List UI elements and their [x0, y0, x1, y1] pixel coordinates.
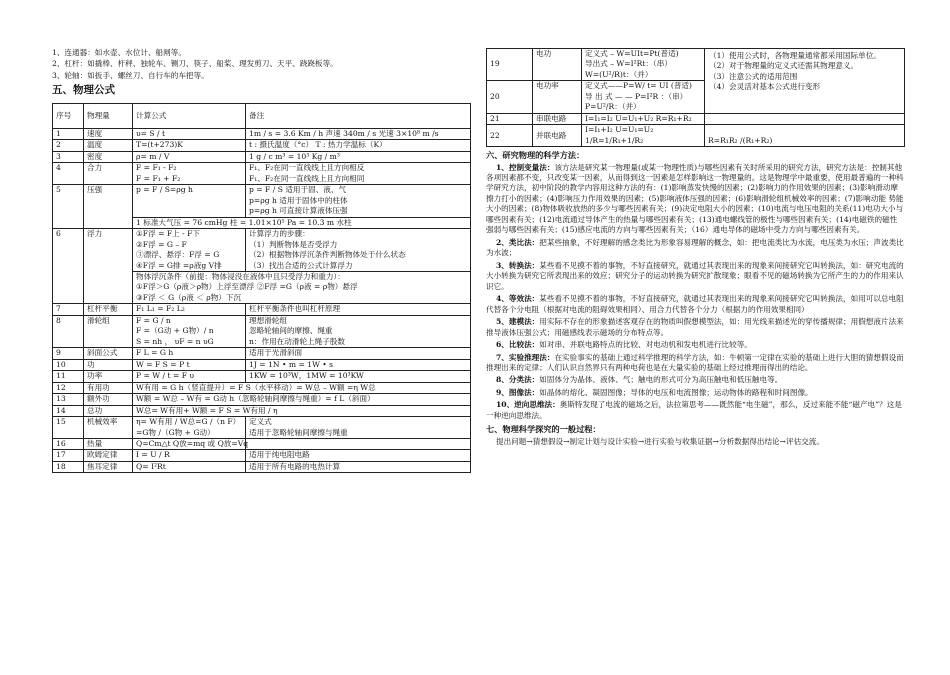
formula-cell	[133, 151, 246, 162]
formula-cell	[133, 315, 246, 347]
cell-line: n：作用在动滑轮上绳子股数	[249, 336, 346, 346]
cell-line: 忽略轮轴间的摩擦、绳重	[249, 326, 333, 336]
cell-line: F = F₁ + F₂	[136, 173, 181, 183]
row-number: 5	[53, 185, 84, 229]
row-number: 1	[53, 128, 84, 139]
quantity-name: 机械效率	[84, 417, 133, 439]
method-label: 4、等效法：	[496, 294, 540, 304]
row-number: 14	[53, 405, 84, 416]
row-number: 2	[53, 140, 84, 151]
method-item	[486, 375, 904, 385]
note-cell	[705, 113, 905, 124]
formula-cell	[133, 417, 246, 439]
note-line: （2）对于物理量的定义式还需其物理意义。	[709, 61, 859, 71]
note-cell	[246, 348, 471, 359]
section-title: 七、物理科学探究的一般过程：	[486, 424, 601, 435]
cell-line: F₁、F₂在同一直线线上且方向相同	[249, 173, 365, 183]
formula-cell	[133, 450, 246, 461]
table-row	[53, 382, 471, 393]
row-number: 4	[53, 163, 84, 185]
quantity-name: 总功	[84, 405, 133, 416]
formula-cell	[133, 439, 249, 450]
formula-cell	[582, 113, 705, 124]
quantity-name: 斜面公式	[84, 348, 133, 359]
method-label: 2、类比法：	[496, 237, 540, 247]
method-item	[486, 340, 904, 350]
cell-line: T=(t+273)K	[136, 140, 183, 150]
note-cell	[246, 359, 471, 370]
method-label: 3、转换法：	[496, 260, 540, 270]
cell-line: F = G / n	[136, 315, 171, 325]
table-row	[53, 439, 471, 450]
row-number: 11	[53, 371, 84, 382]
method-label: 5、建模法：	[496, 317, 540, 327]
table-row	[53, 359, 471, 370]
table-row	[53, 185, 471, 217]
cell-line: （2）根据物体浮沉条件判断物体处于什么状态	[249, 250, 406, 260]
cell-line: 1m / s = 3.6 Km / h 声速 340m / s 光速 3×10⁸ m /s	[249, 128, 439, 138]
formula-cell	[133, 304, 246, 315]
note-cell	[705, 49, 905, 114]
formula-cell	[582, 81, 705, 113]
row-number: 19	[487, 49, 533, 81]
formula-cell	[133, 371, 246, 382]
cell-line: Q= I²Rt	[136, 461, 166, 471]
cell-line: 1 g / c m³ = 10³ Kg / m³	[249, 151, 340, 161]
cell-line: ③F浮 ＜ G（ρ液 ＜ ρ物）下沉	[136, 292, 242, 302]
cell-line: W = F S = P t	[136, 359, 190, 369]
cell-line: =G物 /（G物 + G动）	[136, 427, 215, 437]
table-row	[487, 49, 905, 81]
cell-line: 适用于纯电阻电路	[249, 450, 310, 460]
cell-line	[136, 196, 242, 206]
table-row	[53, 151, 471, 162]
cell-line: 1/R=1/R₁+1/R₂	[585, 135, 644, 145]
cell-line: F =（G动 + G物）/ n	[136, 326, 214, 336]
note-line: （1）使用公式时，各物理量通常都采用国际单位。	[709, 51, 881, 60]
cell-line: ③漂浮、悬浮：F浮 = G	[136, 250, 220, 260]
quantity-name: 串联电路	[533, 113, 582, 124]
quantity-name: 焦耳定律	[84, 461, 133, 472]
table-row	[53, 304, 471, 315]
methods-section	[486, 150, 904, 447]
row-number: 22	[487, 125, 533, 147]
cell-line: ④F浮 = G排 =ρ液g V排	[136, 260, 222, 270]
row-number: 7	[53, 304, 84, 315]
cell-line: p=ρg h 适用于固体中的柱体	[249, 195, 348, 205]
table-row	[487, 125, 905, 147]
method-text: 在实验事实的基础上通过科学推理的科学方法，如：牛顿第一定律在实验的基础上进行大胆的猜想假设而推理出来的定律；人们认识自然界只有两种电荷也是在大量实验的基础上经过推理而得出的结论。	[486, 352, 904, 372]
table-row	[53, 163, 471, 185]
table-row	[487, 113, 905, 124]
note-cell	[246, 450, 471, 461]
quantity-name: 额外功	[84, 394, 133, 405]
cell-line: ρ= m / V	[136, 151, 170, 161]
method-item	[486, 238, 904, 259]
left-column	[52, 48, 470, 473]
table-row	[53, 417, 471, 439]
formula-cell	[133, 359, 246, 370]
row-number: 12	[53, 382, 84, 393]
cell-line: S = nh ， υF = n υG	[136, 336, 214, 346]
method-item	[486, 261, 904, 292]
method-text: 如固体分为晶体、液体、气；触电的形式可分为高压触电和低压触电等。	[539, 375, 783, 385]
row-number: 13	[53, 394, 84, 405]
intro-item: 2、杠杆：如撬棒、杆秤、独轮车、铡刀、筷子、船桨、理发剪刀、天平、跷跷板等。	[52, 59, 338, 69]
formula-cell	[133, 382, 471, 393]
method-item	[486, 388, 904, 398]
method-text: 某些看不见摸不着的事物，不好直接研究，就通过其表现出来的现象来间接研究它叫转换法，如用可以总电阻代替各个分电阻（根据对电流的阻碍效果相同）、用合力代替各个分力（根据力的作用效果相同）	[486, 294, 904, 314]
note-line: （4）会灵活对基本公式进行变形	[709, 82, 821, 92]
method-text: 某些看不见摸不着的事物，不好直接研究，就通过其表现出来的现象来间接研究它叫转换法，如：研究电流的大小转换为研究它所表现出来的效应；研究分子的运动转换为研究扩散现象；眼看不见的磁场转换为它所产生的力的作用来认识它。	[486, 260, 904, 291]
note-cell	[246, 371, 471, 382]
table-header-row	[53, 103, 471, 128]
table-row	[53, 315, 471, 347]
cell-line: W=(U²/R)t：（并）	[585, 69, 653, 79]
process-text: 提出问题→猜想假设→制定计划与设计实验→进行实验与收集证据→分析数据得出结论→评估交流。	[496, 436, 824, 446]
note-line: （3）注意公式的适用范围	[709, 71, 798, 81]
note-cell	[246, 439, 471, 450]
cell-line: 定义式 – W=UIt=Pt(普适)	[585, 49, 679, 58]
cell-line: P = W / t = F υ	[136, 371, 195, 381]
note-cell	[246, 140, 471, 151]
cell-line: 1 标准大气压 = 76 cmHg 柱 = 1.01×10⁵ Pa = 10.3 m 水柱	[136, 217, 352, 227]
row-number: 9	[53, 348, 84, 359]
cell-line: 定义式	[249, 417, 272, 427]
formula-cell	[133, 394, 471, 405]
cell-line: 适用于光滑斜面	[249, 348, 303, 358]
method-text: 该方法是研究某一物理量(或某一物理性质)与哪些因素有关时所采用的研究方法，研究方法是：控制其他各项因素都不变，只改变某一因素，从而得到这一因素是怎样影响这一物理量的。这是物理学中最重要，使用最普遍的一种科学研究方法，初中阶段的教学内容用这种方法的有：(1)影响蒸发快慢的因素；(2)影响力的作用效果的因素；(3)影响滑动摩擦力打小的因素；(4)影响压力作用效果的因素；(5)影响液体压强的因素；(6)影响滑轮组机械效率的因素；(7)影响动能 势能大小的因素；(8)物体吸收放热的多少与哪些因素有关；(9)决定电阻大小的因素；(10)电流与电压电阻的关系(11)电功大小与哪些因素有关；(12)电流通过导体产生的热量与哪些因素有关；(13)通电螺线管的极性与哪些因素有关；(14)电磁铁的磁性强弱与哪些因素有关；(15)感应电流的方向与哪些因素有关；（16）通电导体的磁场中受力方向与哪些因素有关。	[486, 162, 904, 235]
right-column	[486, 48, 904, 447]
cell-line: I = U / R	[136, 450, 170, 460]
note-cell	[246, 163, 471, 185]
table-row	[53, 348, 471, 359]
quantity-name: 滑轮组	[84, 315, 133, 347]
cell-line: W额 = W总 – W有 = G动 h（忽略轮轴间摩擦与绳重）= f L（斜面）	[136, 394, 375, 404]
cell-line: υ= S / t	[136, 128, 166, 138]
intro-list	[52, 48, 470, 81]
table-row	[53, 128, 471, 139]
method-text: 如晶体的熔化、凝固图像；导体的电压和电流图像；运动物体的路程和时间图像。	[539, 387, 813, 397]
quantity-name: 热量	[84, 439, 133, 450]
row-number: 3	[53, 151, 84, 162]
row-number: 10	[53, 359, 84, 370]
method-item	[486, 400, 904, 421]
method-text: 把某些抽象，不好理解的感念类比为形象容易理解的概念，如：把电流类比为水流，电压类为水压；声波类比为水波；	[486, 237, 904, 258]
quantity-name: 功率	[84, 371, 133, 382]
note-cell	[246, 304, 471, 315]
method-item	[486, 353, 904, 374]
cell-line: ①F浮＞G（ρ液＞ρ物）上浮至漂浮 ②F浮 =G（ρ液 = ρ物）悬浮	[136, 282, 358, 292]
cell-line: ①F浮 = F上 - F下	[136, 229, 200, 239]
table-row	[53, 371, 471, 382]
note-cell	[246, 128, 471, 139]
method-label: 10、逆向思维法：	[496, 400, 560, 410]
section-title: 六、研究物理的科学方法：	[486, 150, 585, 161]
method-label: 8、分类法：	[496, 375, 540, 385]
cell-line: 理想滑轮组	[249, 315, 287, 325]
row-number: 15	[53, 417, 84, 439]
formula-cell	[133, 185, 246, 217]
table-row	[53, 394, 471, 405]
table-row	[53, 405, 471, 416]
header-cell: 计算公式	[133, 103, 246, 128]
cell-line: t : 摄氏温度（°c） T : 热力学温标（K）	[249, 140, 387, 150]
cell-line: η= W有用 / W总=G /（n F）	[136, 417, 241, 427]
note-cell	[246, 461, 471, 472]
cell-line: 适用于忽略轮轴间摩擦与绳重	[249, 427, 348, 437]
cell-line: F L = G h	[136, 348, 174, 358]
method-text: 奥斯特发现了电流的磁场之后，法拉第思考——既然能“电生磁”，那么，反过来能不能“磁产电”？这是一种逆向思维法。	[486, 400, 902, 420]
row-number: 8	[53, 315, 84, 347]
table-row	[53, 461, 471, 472]
cell-line: P=U²/R：（并）	[585, 102, 641, 112]
cell-line: p = F / S 适用于固、液、气	[249, 185, 347, 195]
quantity-name: 并联电路	[533, 125, 582, 147]
formula-cell	[133, 405, 471, 416]
header-cell: 备注	[246, 103, 471, 128]
cell-line: F₁ L₁ = F₂ L₂	[136, 304, 185, 314]
cell-line: 1J = 1N • m = 1W • s	[249, 359, 334, 369]
cell-line: ②F浮 = G – F	[136, 239, 187, 249]
table-row	[53, 140, 471, 151]
formula-cell	[133, 128, 246, 139]
formula-cell	[133, 140, 246, 151]
header-cell: 序号	[53, 103, 84, 128]
cell-line: F₁、F₂在同一直线线上且方向相反	[249, 163, 365, 173]
quantity-name: 浮力	[84, 229, 133, 304]
note-cell	[246, 185, 471, 217]
note-cell	[246, 315, 471, 347]
quantity-name: 杠杆平衡	[84, 304, 133, 315]
row-number: 16	[53, 439, 84, 450]
cell-line: F = F₁ - F₂	[136, 163, 177, 173]
quantity-name: 功	[84, 359, 133, 370]
quantity-name: 欧姆定律	[84, 450, 133, 461]
formula-cell	[133, 163, 246, 185]
section-title: 五、物理公式	[52, 84, 115, 97]
method-item	[486, 317, 904, 338]
formula-table	[52, 103, 471, 474]
intro-item: 1、连通器：如水壶、水位计、船闸等。	[52, 48, 186, 57]
method-label: 6、比较法：	[496, 340, 540, 350]
formula-cell	[582, 125, 705, 147]
method-label: 7、实验推理法：	[496, 352, 555, 362]
cell-line: （3）找出合适的公式计算浮力	[249, 260, 353, 270]
cell-line: W总= W有用+ W额 = F S = W有用 / η	[136, 405, 278, 415]
formula-cell	[133, 229, 246, 272]
table-row	[53, 229, 471, 272]
cell-line: 物体浮沉条件（前提：物体浸没在液体中且只受浮力和重力）：	[136, 271, 345, 281]
quantity-name: 速度	[84, 128, 133, 139]
row-number: 17	[53, 450, 84, 461]
note-cell	[246, 417, 471, 439]
cell-line: p=ρg h 可直接计算液体压强	[249, 206, 348, 216]
intro-item: 3、轮轴：如扳手、螺丝刀、自行车的车把等。	[52, 70, 209, 80]
cell-line	[136, 206, 242, 216]
row-number: 18	[53, 461, 84, 472]
quantity-name: 压强	[84, 185, 133, 229]
cell-line: Q=Cm△t Q放=mq 或 Q放=Vq	[136, 439, 249, 449]
method-label: 9、图像法：	[496, 387, 540, 397]
quantity-name: 电功率	[533, 81, 582, 113]
method-text: 用实际不存在的形象描述客观存在的物质叫假想模型法，如：用光线来描述光的穿传播规律；用假想液片法来推导液体压强公式；用磁感线表示磁场的分布特点等。	[486, 317, 904, 337]
formula-cell	[582, 49, 705, 81]
cell-line: 杠杆平衡条件也叫杠杆原理	[249, 304, 341, 314]
cell-line: 导 出 式 — — P=I²R ：（串）	[585, 91, 688, 101]
method-item	[486, 294, 904, 315]
row-number: 21	[487, 113, 533, 124]
table-row	[53, 450, 471, 461]
cell-line: 计算浮力的步骤：	[249, 229, 310, 239]
quantity-name: 电功	[533, 49, 582, 81]
extra-note-cell	[133, 271, 471, 303]
method-text: 如对串、并联电路特点的比较、对电动机和发电机进行比较等。	[539, 340, 752, 350]
row-number: 20	[487, 81, 533, 113]
row-number: 6	[53, 229, 84, 304]
formula-cell	[133, 461, 246, 472]
note-cell	[246, 229, 471, 272]
electric-formula-table	[486, 48, 905, 147]
note-cell	[246, 151, 471, 162]
cell-line: （1）判断物体是否受浮力	[249, 239, 338, 249]
cell-line: W有用 = G h（竖直提升）= F S（水平移动）= W总 – W额 =η W总	[136, 382, 376, 392]
quantity-name: 有用功	[84, 382, 133, 393]
cell-line: 适用于所有电路的电热计算	[249, 461, 341, 471]
extra-note-cell	[133, 217, 471, 228]
cell-line: p = F / S=ρg h	[136, 185, 193, 195]
cell-line: I=I₁+I₂ U=U₁=U₂	[585, 125, 654, 135]
quantity-name: 温度	[84, 140, 133, 151]
quantity-name: 合力	[84, 163, 133, 185]
method-item	[486, 163, 904, 236]
note-cell: R=R₁R₂ /(R₁+R₂)	[705, 125, 905, 147]
header-cell: 物理量	[84, 103, 133, 128]
cell-line: 定义式——P=W/ t= UI (普适)	[585, 81, 692, 91]
cell-line: 1KW = 10³W，1MW = 10³KW	[249, 371, 364, 381]
quantity-name: 密度	[84, 151, 133, 162]
cell-line: I=I₁=I₂ U=U₁+U₂ R=R₁+R₂	[585, 113, 692, 123]
cell-line: 导出式 – W=I²Rt：（串）	[585, 59, 672, 69]
method-label: 1、控制变量法：	[496, 162, 555, 172]
formula-cell	[133, 348, 246, 359]
